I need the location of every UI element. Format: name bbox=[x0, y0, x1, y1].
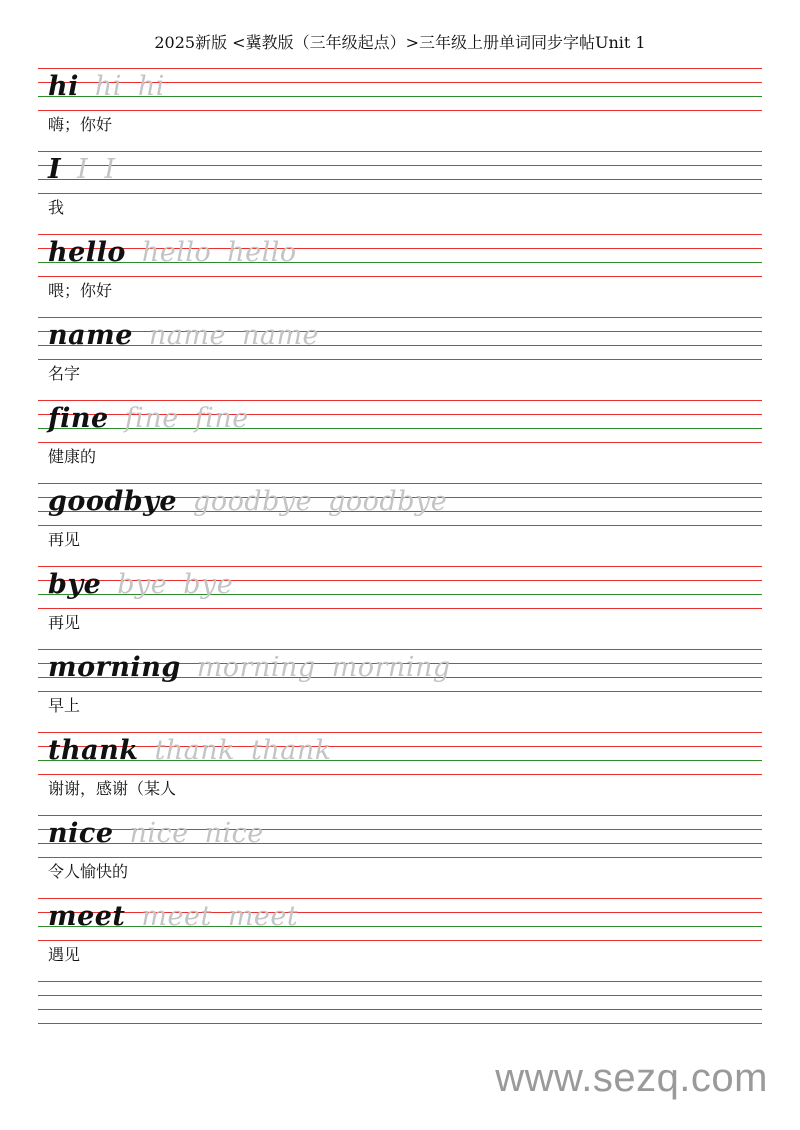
word-row bbox=[48, 238, 297, 278]
vocab-word: name bbox=[48, 320, 133, 351]
trace-word: thank bbox=[251, 735, 332, 766]
trace-word: hello bbox=[141, 237, 212, 268]
guide-line-red bbox=[38, 815, 762, 816]
trace-word: hello bbox=[227, 237, 297, 268]
guide-line-red bbox=[38, 68, 762, 69]
word-meaning: 健康的 bbox=[48, 447, 97, 466]
guide-line-red bbox=[38, 483, 762, 484]
guide-line-red bbox=[38, 898, 762, 899]
word-row bbox=[48, 321, 319, 361]
vocab-word: I bbox=[48, 154, 62, 185]
word-meaning: 我 bbox=[48, 198, 65, 217]
guide-line-red bbox=[38, 193, 762, 194]
word-row bbox=[48, 404, 249, 444]
word-meaning: 令人愉快的 bbox=[48, 862, 129, 881]
trace-word: goodbye bbox=[193, 486, 313, 517]
vocab-word: bye bbox=[48, 569, 102, 600]
trace-word: I bbox=[77, 154, 89, 185]
trace-word: bye bbox=[183, 569, 234, 600]
vocab-word: hello bbox=[48, 237, 126, 268]
guide-line-red bbox=[38, 1023, 762, 1024]
word-meaning: 遇见 bbox=[48, 945, 81, 964]
vocab-word: morning bbox=[48, 652, 181, 683]
trace-word: I bbox=[104, 154, 116, 185]
guide-line-green bbox=[38, 1009, 762, 1010]
word-meaning: 喂；你好 bbox=[48, 281, 113, 300]
guide-line-red bbox=[38, 234, 762, 235]
guide-line-red bbox=[38, 566, 762, 567]
trace-word: morning bbox=[196, 652, 316, 683]
guide-line-red bbox=[38, 995, 762, 996]
page-title: 2025新版 <冀教版（三年级起点）>三年级上册单词同步字帖Unit 1 bbox=[154, 33, 646, 52]
guide-line-red bbox=[38, 151, 762, 152]
trace-word: meet bbox=[227, 901, 299, 932]
trace-word: name bbox=[241, 320, 320, 351]
word-meaning: 早上 bbox=[48, 696, 81, 715]
vocab-word: meet bbox=[48, 901, 126, 932]
guide-line-red bbox=[38, 165, 762, 166]
trace-word: fine bbox=[124, 403, 179, 434]
trace-word: goodbye bbox=[328, 486, 448, 517]
vocab-word: nice bbox=[48, 818, 114, 849]
guide-line-red bbox=[38, 981, 762, 982]
watermark: www.sezq.com bbox=[495, 1056, 768, 1100]
trace-word: nice bbox=[204, 818, 264, 849]
trace-word: meet bbox=[141, 901, 212, 932]
guide-line-red bbox=[38, 317, 762, 318]
word-row bbox=[48, 819, 264, 859]
vocab-word: thank bbox=[48, 735, 139, 766]
trace-word: hi bbox=[94, 71, 122, 102]
vocab-word: goodbye bbox=[48, 486, 178, 517]
vocab-word: hi bbox=[48, 71, 79, 102]
trace-word: hi bbox=[137, 71, 165, 102]
word-meaning: 嗨；你好 bbox=[48, 115, 113, 134]
word-row bbox=[48, 653, 451, 693]
word-row bbox=[48, 736, 332, 776]
guide-line-red bbox=[38, 732, 762, 733]
guide-line-green bbox=[38, 179, 762, 180]
word-meaning: 名字 bbox=[48, 364, 81, 383]
word-meaning: 再见 bbox=[48, 613, 81, 632]
trace-word: bye bbox=[117, 569, 168, 600]
trace-word: morning bbox=[331, 652, 451, 683]
word-row bbox=[48, 487, 447, 527]
guide-line-red bbox=[38, 400, 762, 401]
guide-line-red bbox=[38, 649, 762, 650]
trace-word: thank bbox=[154, 735, 236, 766]
word-meaning: 再见 bbox=[48, 530, 81, 549]
word-row bbox=[48, 155, 115, 195]
word-meaning: 谢谢，感谢（某人 bbox=[48, 779, 177, 798]
trace-word: name bbox=[148, 320, 226, 351]
word-row bbox=[48, 72, 165, 112]
word-row bbox=[48, 902, 298, 942]
vocab-word: fine bbox=[48, 403, 109, 434]
trace-word: fine bbox=[194, 403, 249, 434]
word-row bbox=[48, 570, 233, 610]
trace-word: nice bbox=[129, 818, 189, 849]
